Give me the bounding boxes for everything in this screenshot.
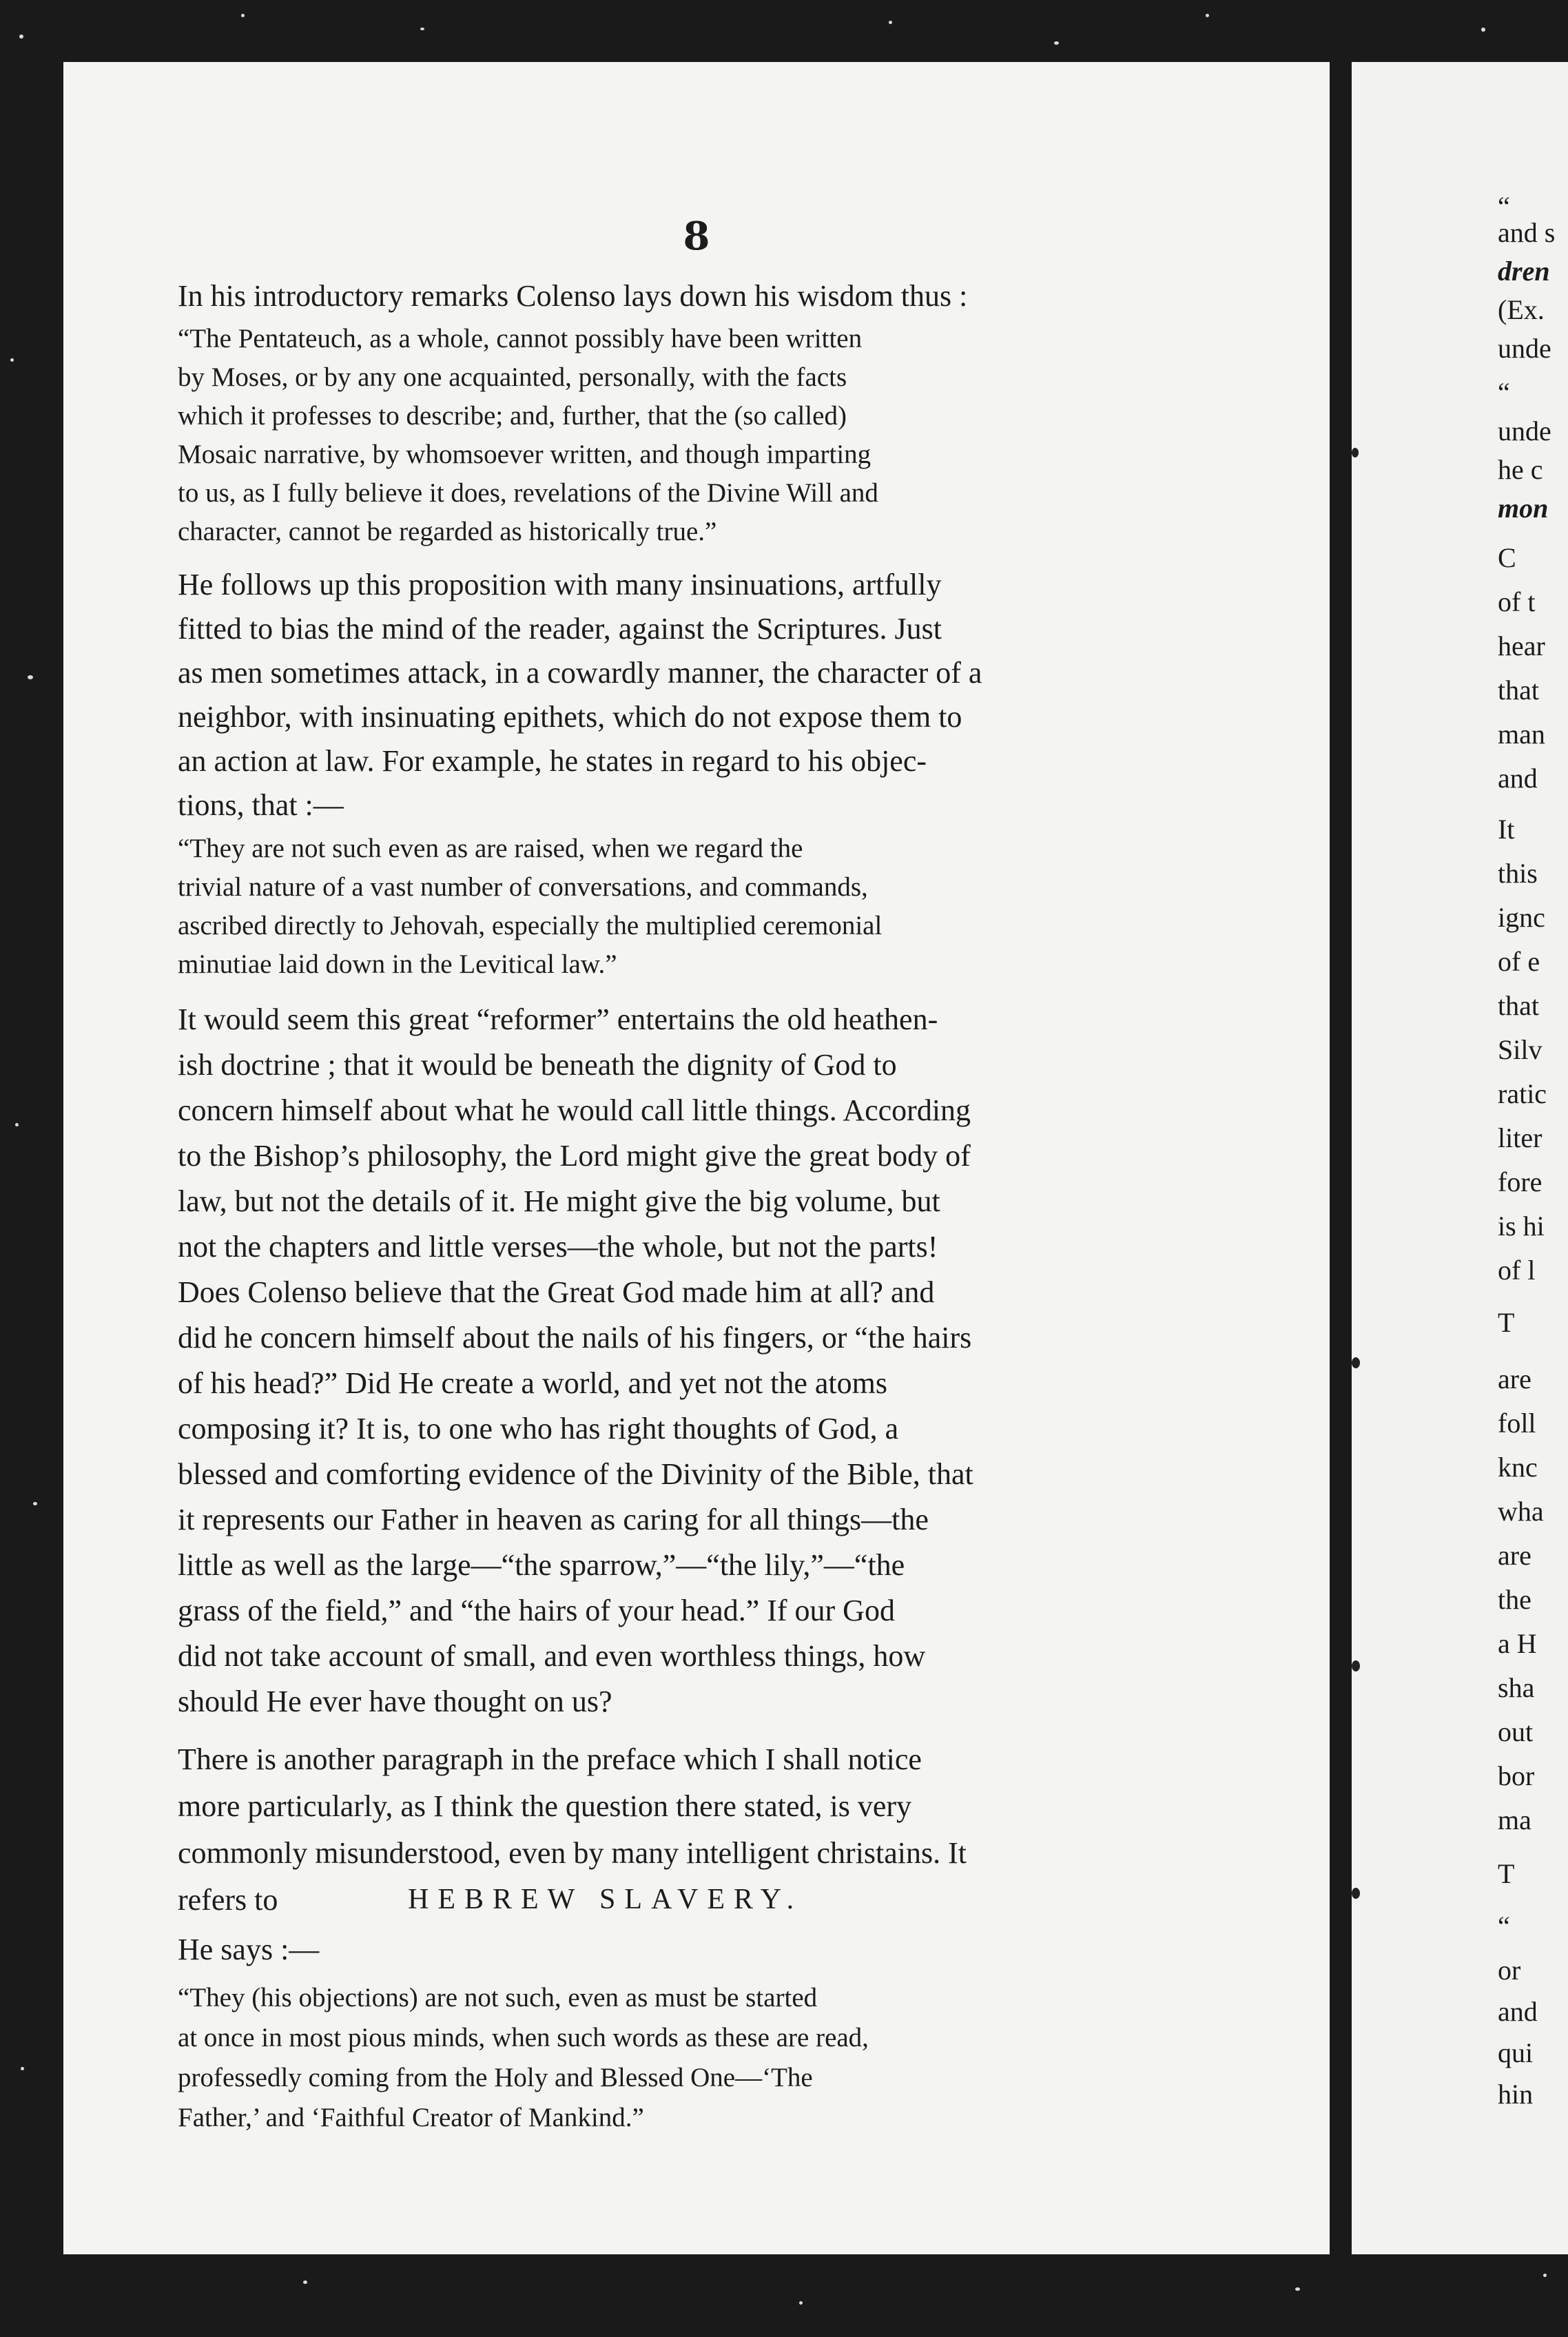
text-line: ish doctrine ; that it would be beneath the dignity of God to bbox=[178, 1048, 897, 1082]
text-line: and s bbox=[1498, 217, 1556, 248]
text-line: not the chapters and little verses—the whole, but not the parts! bbox=[178, 1230, 938, 1264]
text-line: ratic bbox=[1498, 1078, 1547, 1109]
text-line: “ bbox=[1498, 191, 1510, 222]
text-line: Father,’ and ‘Faithful Creator of Mankind.” bbox=[178, 2103, 644, 2132]
text-line: fitted to bias the mind of the reader, against the Scriptures. Just bbox=[178, 612, 942, 646]
text-line: this bbox=[1498, 858, 1538, 889]
text-line: of his head?” Did He create a world, and yet not the atoms bbox=[178, 1366, 887, 1400]
text-line: and bbox=[1498, 1996, 1538, 2027]
text-line: of l bbox=[1498, 1255, 1536, 1286]
text-line: Silv bbox=[1498, 1034, 1543, 1065]
text-line: “They (his objections) are not such, even as must be started bbox=[178, 1983, 818, 2012]
text-line: to the Bishop’s philosophy, the Lord might give the great body of bbox=[178, 1139, 971, 1173]
text-line: It would seem this great “reformer” entertains the old heathen- bbox=[178, 1002, 938, 1036]
text-line: law, but not the details of it. He might give the big volume, but bbox=[178, 1184, 940, 1218]
text-line: ascribed directly to Jehovah, especially the multiplied ceremonial bbox=[178, 911, 883, 940]
text-line: man bbox=[1498, 719, 1545, 750]
text-line: hin bbox=[1498, 2079, 1534, 2110]
text-line: as men sometimes attack, in a cowardly manner, the character of a bbox=[178, 656, 982, 690]
text-line: character, cannot be regarded as historically true.” bbox=[178, 517, 717, 546]
text-line: at once in most pious minds, when such words as these are read, bbox=[178, 2023, 869, 2052]
text-line: Mosaic narrative, by whomsoever written, and though imparting bbox=[178, 440, 871, 469]
text-line: a H bbox=[1498, 1628, 1537, 1659]
text-line: commonly misunderstood, even by many intelligent christains. It bbox=[178, 1836, 967, 1870]
text-line: or bbox=[1498, 1955, 1521, 1986]
text-line: foll bbox=[1498, 1408, 1536, 1439]
text-line: is hi bbox=[1498, 1211, 1545, 1242]
text-line: C bbox=[1498, 542, 1516, 573]
text-line: out bbox=[1498, 1716, 1534, 1747]
text-line: “They are not such even as are raised, when we regard the bbox=[178, 834, 803, 863]
text-line: which it professes to describe; and, further, that the (so called) bbox=[178, 401, 847, 431]
binding-mark bbox=[1352, 448, 1359, 457]
text-line: dren bbox=[1498, 256, 1550, 287]
text-line: He says :— bbox=[178, 1933, 320, 1966]
text-line: refers to bbox=[178, 1883, 278, 1917]
text-line: mon bbox=[1498, 493, 1549, 524]
text-line: professedly coming from the Holy and Blessed One—‘The bbox=[178, 2063, 813, 2092]
text-line: Does Colenso believe that the Great God made him at all? and bbox=[178, 1275, 935, 1309]
text-line: are bbox=[1498, 1540, 1531, 1571]
text-line: “ bbox=[1498, 377, 1510, 408]
text-line: that bbox=[1498, 990, 1539, 1021]
text-line: should He ever have thought on us? bbox=[178, 1685, 612, 1718]
text-line: and bbox=[1498, 763, 1538, 794]
text-line: blessed and comforting evidence of the Divinity of the Bible, that bbox=[178, 1457, 973, 1491]
text-line: an action at law. For example, he states in regard to his objec- bbox=[178, 744, 927, 778]
text-line: There is another paragraph in the preface which I shall notice bbox=[178, 1742, 922, 1776]
binding-mark bbox=[1352, 1357, 1360, 1368]
page-number: 8 bbox=[683, 214, 710, 259]
text-line: more particularly, as I think the question there stated, is very bbox=[178, 1789, 912, 1823]
text-line: are bbox=[1498, 1363, 1531, 1394]
text-line: In his introductory remarks Colenso lays down his wisdom thus : bbox=[178, 279, 968, 313]
text-line: T bbox=[1498, 1307, 1515, 1338]
text-line: unde bbox=[1498, 415, 1551, 446]
text-line: of e bbox=[1498, 946, 1540, 977]
text-line: of t bbox=[1498, 586, 1536, 617]
facing-page-fragment bbox=[1352, 62, 1568, 2254]
text-line: tions, that :— bbox=[178, 788, 344, 822]
text-line: ignc bbox=[1498, 902, 1545, 933]
text-line: trivial nature of a vast number of conversations, and commands, bbox=[178, 872, 868, 902]
text-line: liter bbox=[1498, 1122, 1543, 1153]
text-line: little as well as the large—“the sparrow,”—“the lily,”—“the bbox=[178, 1548, 905, 1582]
text-line: qui bbox=[1498, 2037, 1534, 2068]
text-line: “The Pentateuch, as a whole, cannot possibly have been written bbox=[178, 324, 863, 353]
text-line: unde bbox=[1498, 333, 1551, 364]
text-line: He follows up this proposition with many insinuations, artfully bbox=[178, 568, 942, 601]
facing-page-text bbox=[1498, 62, 1568, 2254]
text-line: to us, as I fully believe it does, revelations of the Divine Will and bbox=[178, 478, 878, 508]
text-line: ma bbox=[1498, 1804, 1531, 1835]
text-line: grass of the field,” and “the hairs of your head.” If our God bbox=[178, 1594, 895, 1627]
text-line: that bbox=[1498, 675, 1539, 706]
book-page bbox=[63, 62, 1330, 2254]
text-line: It bbox=[1498, 814, 1515, 845]
text-line: did not take account of small, and even worthless things, how bbox=[178, 1639, 926, 1673]
text-line: (Ex. bbox=[1498, 294, 1545, 325]
text-line: T bbox=[1498, 1858, 1515, 1889]
text-line: the bbox=[1498, 1584, 1531, 1615]
text-line: neighbor, with insinuating epithets, which do not expose them to bbox=[178, 700, 962, 734]
section-heading: HEBREW SLAVERY. bbox=[408, 1884, 803, 1915]
text-line: composing it? It is, to one who has right thoughts of God, a bbox=[178, 1412, 899, 1445]
text-line: sha bbox=[1498, 1672, 1535, 1703]
text-line: fore bbox=[1498, 1166, 1543, 1197]
text-line: by Moses, or by any one acquainted, personally, with the facts bbox=[178, 362, 847, 392]
text-line: knc bbox=[1498, 1452, 1538, 1483]
binding-mark bbox=[1352, 1660, 1360, 1671]
text-line: wha bbox=[1498, 1496, 1544, 1527]
text-line: bor bbox=[1498, 1760, 1535, 1791]
binding-mark bbox=[1352, 1888, 1360, 1899]
text-line: concern himself about what he would call little things. According bbox=[178, 1093, 971, 1127]
text-line: hear bbox=[1498, 630, 1545, 661]
text-line: he c bbox=[1498, 454, 1543, 485]
text-line: it represents our Father in heaven as caring for all things—the bbox=[178, 1503, 929, 1536]
text-line: did he concern himself about the nails of his fingers, or “the hairs bbox=[178, 1321, 972, 1355]
text-column bbox=[178, 62, 1225, 2254]
text-line: “ bbox=[1498, 1911, 1510, 1942]
text-line: minutiae laid down in the Levitical law.” bbox=[178, 949, 617, 979]
